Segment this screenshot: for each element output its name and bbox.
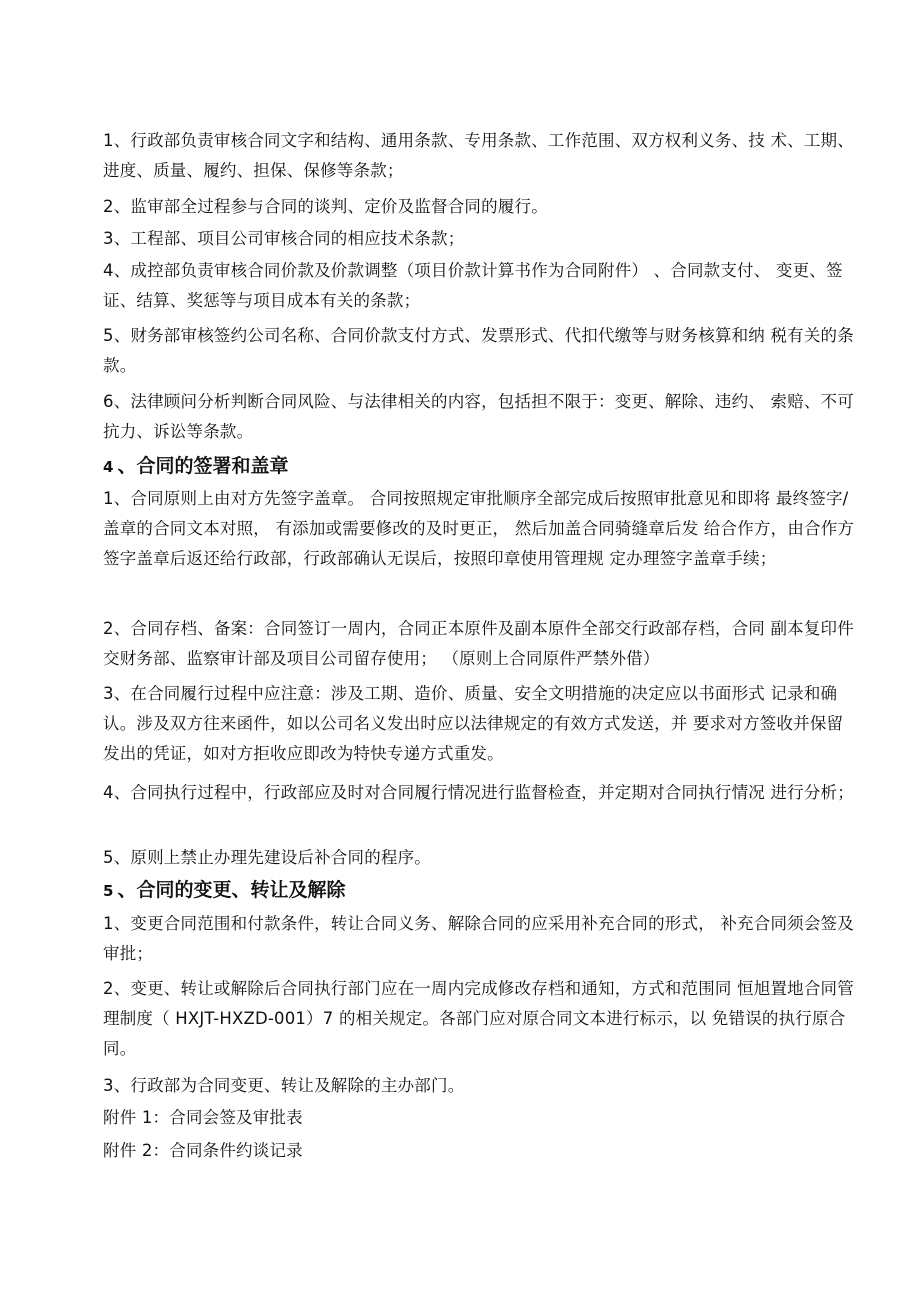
review-item-6: 6、法律顾问分析判断合同风险、与法律相关的内容，包括担不限于：变更、解除、违约、 索赔、不可抗力、诉讼等条款。 (103, 392, 854, 441)
signing-item-3: 3、在合同履行过程中应注意：涉及工期、造价、质量、安全文明措施的决定应以书面形式 记录和确认。涉及双方往来函件，如以公司名义发出时应以法律规定的有效方式发送，并 要求对方签收并保留发出的凭证，如对方拒收应即改为特快专递方式重发。 (103, 684, 844, 763)
review-item-1: 1、行政部负责审核合同文字和结构、通用条款、专用条款、工作范围、双方权利义务、技 术、工期、进度、质量、履约、担保、保修等条款； (103, 131, 854, 180)
section-title: 、合同的变更、转让及解除 (117, 879, 346, 901)
review-item-5: 5、财务部审核签约公司名称、合同价款支付方式、发票形式、代扣代缴等与财务核算和纳 税有关的条款。 (103, 326, 854, 375)
section-heading-signing (103, 451, 859, 482)
signing-item-1: 1、合同原则上由对方先签字盖章。 合同按照规定审批顺序全部完成后按照审批意见和即将 最终签字/ 盖章的合同文本对照， 有添加或需要修改的及时更正， 然后加盖合同骑缝章后发 给合作方，由合作方签字盖章后返还给行政部，行政部确认无误后，按照印章使用管理规 定办理签字盖章手续； (103, 489, 855, 568)
section-number: 5 (103, 882, 114, 900)
change-item-3: 3、行政部为合同变更、转让及解除的主办部门。 (103, 1076, 465, 1095)
signing-item-4: 4、合同执行过程中，行政部应及时对合同履行情况进行监督检查，并定期对合同执行情况 进行分析； (103, 783, 854, 802)
review-item-4: 4、成控部负责审核合同价款及价款调整（项目价款计算书作为合同附件） 、合同款支付、 变更、签证、结算、奖惩等与项目成本有关的条款； (103, 261, 843, 310)
attachment-1: 附件 1：合同会签及审批表 (103, 1108, 303, 1127)
section-number: 4 (103, 458, 114, 476)
signing-item-2: 2、合同存档、备案：合同签订一周内，合同正本原件及副本原件全部交行政部存档，合同 副本复印件交财务部、监察审计部及项目公司留存使用； （原则上合同原件严禁外借） (103, 619, 854, 668)
change-item-1: 1、变更合同范围和付款条件，转让合同义务、解除合同的应采用补充合同的形式， 补充合同须会签及审批； (103, 914, 854, 963)
attachment-2: 附件 2：合同条件约谈记录 (103, 1141, 303, 1160)
section-heading-change (103, 875, 859, 906)
review-item-3: 3、工程部、项目公司审核合同的相应技术条款； (103, 229, 465, 248)
signing-item-5: 5、原则上禁止办理先建设后补合同的程序。 (103, 848, 431, 867)
review-item-2: 2、监审部全过程参与合同的谈判、定价及监督合同的履行。 (103, 197, 548, 216)
change-item-2: 2、变更、转让或解除后合同执行部门应在一周内完成修改存档和通知，方式和范围同 恒旭置地合同管理制度（ HXJT-HXZD-001）7 的相关规定。各部门应对原合同文本进行标示，以 免错误的执行原合同。 (103, 979, 854, 1058)
section-title: 、合同的签署和盖章 (117, 455, 289, 477)
